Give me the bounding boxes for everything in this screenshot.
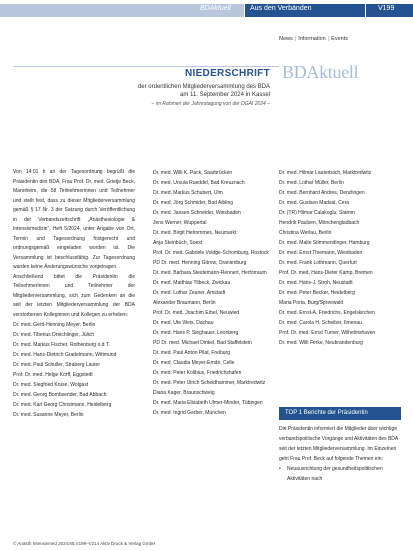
list-item: Dr. med. Hilmar Lauterbach, Marktredwitz [279,170,372,176]
list-item: Dr. med. Barbara Steidemann-Rennert, Herforraum [153,270,267,276]
list-item: Maria Porta, Burg/Spreewald [279,300,344,306]
page-footer: © Anästh Intensivmed 2024;65:V199–V214 Aktiv Druck & Verlag GmbH [13,541,156,546]
top1-heading: TOP 1 Berichte der Präsidentin [279,407,401,420]
list-item: Prof. Dr. med. Gabriele Voldge-Schomburg, Rostock [153,250,269,256]
list-item: Dr. med. Ingrid Gerber, München [153,410,226,416]
list-item: PD Dr. med. Michael Dinkel, Bad Staffelstein [153,340,252,346]
list-item: Dr. med. Hans-J. Stroh, Neustadt [279,280,353,286]
document-heading [60,68,270,107]
column-2 [153,168,271,418]
document-note: – im Rahmen der Jahrestagung von der DGAI 2024 – [151,101,270,107]
top1-paragraph: Die Präsidentin informiert die Mitglieder über wichtige verbandspolitische Vorgänge und Aktivitäten des BDA seit der letzten Mitgliederversammlung. Im Einzelnen geht Frau Prof. Beck auf folgende Themen ein: [279,426,398,462]
list-item: Dr. med. Carola H. Scheiber, Ilmenau [279,320,362,326]
list-item: Dr. med. Jansen Schneider, Wiesbaden [153,210,241,216]
list-item: Dr. med. Susanne Meyer, Berlin [13,412,84,418]
list-item: Dr. med. Ernst-A. Friedrichs, Engelskirchen [279,310,375,316]
document-subtitle-line1: der ordentlichen Mitgliederversammlung des BDA [137,84,270,90]
subnav-information[interactable]: Information [298,36,326,42]
list-item: Dr. med. Malte Stimmendinger, Hamburg [279,240,370,246]
bullet-icon: • [279,466,281,472]
header-brand: BDAktuell [200,5,231,12]
list-item: Prof. Dr. med. Ernst Turner, Wilhelmshaven [279,330,376,336]
list-item: Dr. med. Peter Kolibius, Friedrichshafen [153,370,242,376]
list-item: Dr. med. Peter Becker, Heidelberg [279,290,355,296]
list-item: Dr. med. Willi K. Pack, Saarbrücken [153,170,233,176]
list-item: Christina Werlau, Berlin [279,230,332,236]
list-item: PD Dr. med. Henning Gitrow, Oranienburg [153,260,247,266]
page-number: V199 [378,5,395,12]
top1-bullet [279,464,401,484]
list-item: Hendrik Paulsen, Mönchengladbach [279,220,360,226]
memorial-paragraph: Anschließend bittet die Präsidentin die Teilnehmerinnen und Teilnehmer der Mitgliederversammlung, sich zum Gedenken an die seit der letzten Mitgliederversammlung der BDA verstorbenen Kolleginnen und Kollegen zu erheben: [13,273,135,318]
list-item: Dr. med. Lothar Müller, Berlin [279,180,344,186]
list-item: Dr. med. Maria Elisabeth Ulmer-Minder, Tübingen [153,400,263,406]
list-item: Dr. med. Bernhard Andres, Denzlingen [279,190,365,196]
top-header-bar [0,0,413,20]
list-item: Alexander Braumann, Berlin [153,300,216,306]
list-item: Dr. (TR) Hilmar Calakoglu, Stamm [279,210,355,216]
list-item: Dr. med. Paul Anton Pilat, Freiburg [153,350,230,356]
list-item: Dr. med. Peter Ulrich Scheidhammer, Marktredwitz [153,380,266,386]
list-item: Prof. Dr. med. Hans-Dieter Kamp, Bremen [279,270,373,276]
list-item: Dr. med. Markus Fischer, Rothenburg o.d.T. [13,342,110,348]
list-item: Dr. med. Georg Bombsender, Bad Abbach [13,392,107,398]
list-item: Dr. med. Claudia Meyer-Emde, Celle [153,360,235,366]
subnav: News | Information | Events [279,36,348,42]
document-subtitle [60,83,270,99]
list-item: Dr. med. Hans P. Sieghauer, Leonberg [153,330,239,336]
list-item: Dr. med. Matthias Tilbeck, Zwickau [153,280,231,286]
top1-bullet-text: Neuausrichtung der gesundheitspolitischen Aktivitäten nach [287,466,383,482]
list-item: Dr. med. Paul Schuller, Straberg Lauter [13,362,100,368]
list-item: Dr. med. Ute Weis, Dachau [153,320,214,326]
list-item: Dr. med. Jörg Schmider, Bad Aibling [153,200,234,206]
list-item: Diana Kager, Braunschweig [153,390,215,396]
list-item: Dr. med. Karl Georg Christmann, Heidelberg [13,402,112,408]
list-item: Dr. med. Birgit Hetrommes, Neumarkt [153,230,237,236]
intro-paragraph: Von 14:01 h an der Tagesordnung begrüßt die Präsidentin des BDA, Frau Prof. Dr. med. Grietje Beck, Mannheim, die 58 Teilnehmerinnen und Teilnehmer und stellt fest, dass zu dieser Mitgliederversammlung gemäß § 17 Nr. 3 der Satzung durch Veröffentlichung in der Verbandszeitschrift „Anästhesiologie & Intensivmedizin“, Heft 5/2024, unter Angabe von Ort, Termin und Tagesordnung fristgerecht und ordnungsgemäß eingeladen worden ist. Die Versammlung ist beschlussfähig. Zur Tagesordnung wurden keine Änderungswünsche vorgetragen. [13,169,135,270]
list-item: Jens Werner, Wuppertal [153,220,207,226]
memorial-list-1 [13,320,135,420]
bdaktuell-logo: BDAktuell [282,62,359,82]
column-1 [13,168,135,420]
list-item: Prof. Dr. med. Helge Korff, Eggstedt [13,372,93,378]
list-item: Dr. med. Frank Lothmann, Querfurt [279,260,357,266]
list-item: Dr. med. Markus Schubert, Ulm [153,190,223,196]
subnav-news[interactable]: News [279,36,293,42]
list-item: Dr. med. Ursula Rueddel, Bad Kreuznach [153,180,245,186]
list-item: Dr. med. Tiberius Dreichlinger, Jülich [13,332,95,338]
top1-section [279,407,401,484]
subnav-events[interactable]: Events [331,36,348,42]
list-item: Dr. med. Willi Ferke, Neubrandenburg [279,340,363,346]
list-item: Dr. med. Ernst Thiemann, Wiesbaden [279,250,363,256]
column-3 [279,168,401,348]
list-item: Prof. Dr. med. Joachim Erbel, Neuwied [153,310,240,316]
list-item: Dr. med. Hans-Dietrich Gradelmann, Wittmund [13,352,117,358]
list-item: Dr. med. Gerd-Henning Meyer, Berlin [13,322,96,328]
top1-body [279,420,401,484]
list-item: Dr. med. Lothar Zeuner, Amstadt [153,290,226,296]
document-title: NIEDERSCHRIFT [184,68,270,79]
list-item: Dr. med. Gustavo Madsal, Cera [279,200,350,206]
list-item: Dr. med. Siegfried Kruse, Wolgast [13,382,89,388]
header-section-title: Aus den Verbänden [250,5,312,12]
document-subtitle-line2: am 11. September 2024 in Kassel [180,92,270,98]
list-item: Anja Steinbüch, Soest [153,240,203,246]
